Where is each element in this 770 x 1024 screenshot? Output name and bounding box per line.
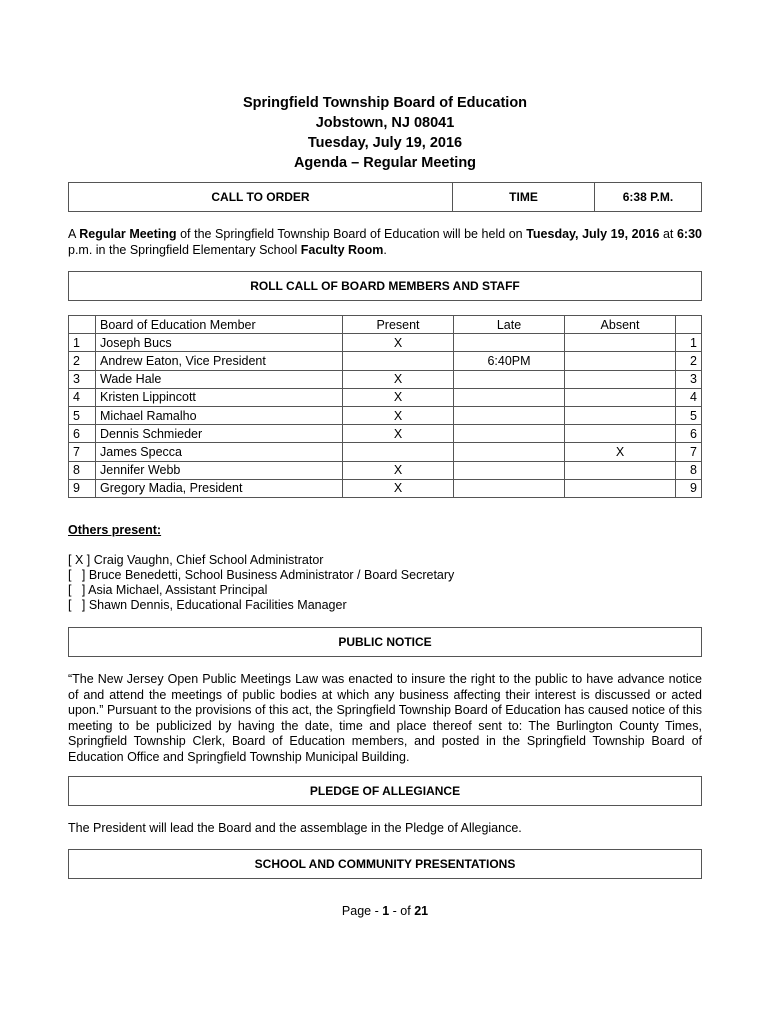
present-mark: X: [343, 461, 454, 479]
present-mark: X: [343, 334, 454, 352]
header-late: Late: [454, 316, 565, 334]
row-number-right: 3: [676, 370, 702, 388]
row-number-right: 2: [676, 352, 702, 370]
row-number-right: 6: [676, 425, 702, 443]
call-to-order-box: [68, 182, 702, 212]
absent-mark: [565, 352, 676, 370]
presentations-title: SCHOOL AND COMMUNITY PRESENTATIONS: [254, 857, 516, 871]
present-mark: [343, 443, 454, 461]
absent-mark: [565, 388, 676, 406]
row-number: 3: [69, 370, 96, 388]
present-mark: X: [343, 479, 454, 497]
row-number-right: 1: [676, 334, 702, 352]
absent-mark: [565, 406, 676, 424]
intro-bold: Faculty Room: [300, 242, 384, 257]
others-present-title: Others present:: [68, 523, 162, 537]
present-mark: X: [343, 370, 454, 388]
meeting-intro-paragraph: [68, 227, 702, 258]
member-name: Jennifer Webb: [96, 461, 343, 479]
intro-text: A: [68, 227, 80, 241]
row-number: 9: [69, 479, 96, 497]
row-number-right: 7: [676, 443, 702, 461]
present-mark: X: [343, 425, 454, 443]
intro-bold: 6:30: [676, 227, 702, 241]
row-number: 6: [69, 425, 96, 443]
member-name: Dennis Schmieder: [96, 425, 343, 443]
others-present-item: [ ] Asia Michael, Assistant Principal: [68, 583, 268, 597]
time-label: TIME: [453, 183, 595, 211]
late-mark: [454, 388, 565, 406]
row-number: 2: [69, 352, 96, 370]
header-location: Jobstown, NJ 08041: [315, 115, 455, 131]
late-mark: [454, 370, 565, 388]
table-row: [69, 352, 702, 370]
footer-page-word: Page: [341, 904, 375, 918]
table-row: [69, 370, 702, 388]
footer-dash: -: [374, 904, 383, 918]
late-mark: [454, 334, 565, 352]
header-agenda: Agenda – Regular Meeting: [293, 155, 477, 171]
late-mark: [454, 406, 565, 424]
table-row: [69, 443, 702, 461]
table-row: [69, 388, 702, 406]
call-to-order-label: CALL TO ORDER: [69, 183, 453, 211]
row-number: 1: [69, 334, 96, 352]
pledge-title: PLEDGE OF ALLEGIANCE: [309, 784, 461, 798]
present-mark: X: [343, 406, 454, 424]
header-date: Tuesday, July 19, 2016: [307, 135, 463, 151]
row-number: 5: [69, 406, 96, 424]
present-mark: X: [343, 388, 454, 406]
pledge-section-box: [68, 776, 702, 806]
time-value: 6:38 P.M.: [622, 190, 674, 204]
others-present-list: [68, 553, 454, 613]
member-name: Gregory Madia, President: [96, 479, 343, 497]
late-mark: [454, 425, 565, 443]
absent-mark: [565, 425, 676, 443]
table-row: [69, 461, 702, 479]
present-mark: [343, 352, 454, 370]
table-row: [69, 406, 702, 424]
absent-mark: X: [565, 443, 676, 461]
public-notice-title: PUBLIC NOTICE: [338, 635, 432, 649]
late-mark: [454, 461, 565, 479]
others-present-item: [ ] Bruce Benedetti, School Business Administrator / Board Secretary: [68, 568, 455, 582]
document-header: [0, 93, 770, 173]
member-name: Kristen Lippincott: [96, 388, 343, 406]
intro-text: .: [383, 242, 387, 257]
row-number-right: 5: [676, 406, 702, 424]
table-row: [69, 334, 702, 352]
intro-bold: Tuesday, July 19, 2016: [526, 227, 660, 241]
footer-dash: -: [389, 904, 401, 918]
row-number-right: 4: [676, 388, 702, 406]
row-number: 8: [69, 461, 96, 479]
footer-of-word: of: [400, 904, 415, 918]
absent-mark: [565, 370, 676, 388]
public-notice-text: “The New Jersey Open Public Meetings Law was enacted to insure the right to the public to have advance notice of and attend the meetings of public bodies at which any business affecting their interest is discussed or acted upon.” Pursuant to the provisions of this act, the Springfield Township Board of Education has caused notice of this meeting to be publicized by having the date, time and place thereof sent to: The Burlington County Times, Springfield Township Clerk, Board of Education members, and posted in the Springfield Township Board of Education Office and Springfield Township Municipal Building.: [68, 672, 702, 764]
header-title: Springfield Township Board of Education: [242, 95, 528, 111]
table-header-row: [69, 316, 702, 334]
header-member: Board of Education Member: [96, 316, 343, 334]
roll-call-title: ROLL CALL OF BOARD MEMBERS AND STAFF: [250, 279, 520, 293]
header-num-cell: [69, 316, 96, 334]
row-number: 7: [69, 443, 96, 461]
intro-text: of the Springfield Township Board of Education will be held on: [176, 227, 527, 241]
row-number-right: 8: [676, 461, 702, 479]
roll-call-table: [68, 315, 702, 498]
pledge-text: The President will lead the Board and the assemblage in the Pledge of Allegiance.: [68, 821, 522, 835]
intro-bold: Regular Meeting: [79, 227, 177, 241]
member-name: Joseph Bucs: [96, 334, 343, 352]
member-name: Michael Ramalho: [96, 406, 343, 424]
absent-mark: [565, 461, 676, 479]
absent-mark: [565, 479, 676, 497]
member-name: Wade Hale: [96, 370, 343, 388]
row-number-right: 9: [676, 479, 702, 497]
intro-text: p.m. in the Springfield Elementary School: [68, 242, 301, 257]
header-absent: Absent: [565, 316, 676, 334]
member-name: Andrew Eaton, Vice President: [96, 352, 343, 370]
late-mark: [454, 479, 565, 497]
presentations-section-box: [68, 849, 702, 879]
intro-text: at: [659, 227, 677, 241]
row-number: 4: [69, 388, 96, 406]
others-present-item: [ X ] Craig Vaughn, Chief School Administrator: [68, 553, 324, 567]
public-notice-section-box: [68, 627, 702, 657]
late-mark: 6:40PM: [454, 352, 565, 370]
header-present: Present: [343, 316, 454, 334]
table-row: [69, 479, 702, 497]
member-name: James Specca: [96, 443, 343, 461]
late-mark: [454, 443, 565, 461]
roll-call-section-box: [68, 271, 702, 301]
absent-mark: [565, 334, 676, 352]
page-footer: [0, 904, 770, 918]
others-present-item: [ ] Shawn Dennis, Educational Facilities Manager: [68, 598, 347, 612]
footer-total-pages: 21: [414, 904, 429, 918]
table-row: [69, 425, 702, 443]
footer-page-number: 1: [382, 904, 390, 918]
header-rnum-cell: [676, 316, 702, 334]
